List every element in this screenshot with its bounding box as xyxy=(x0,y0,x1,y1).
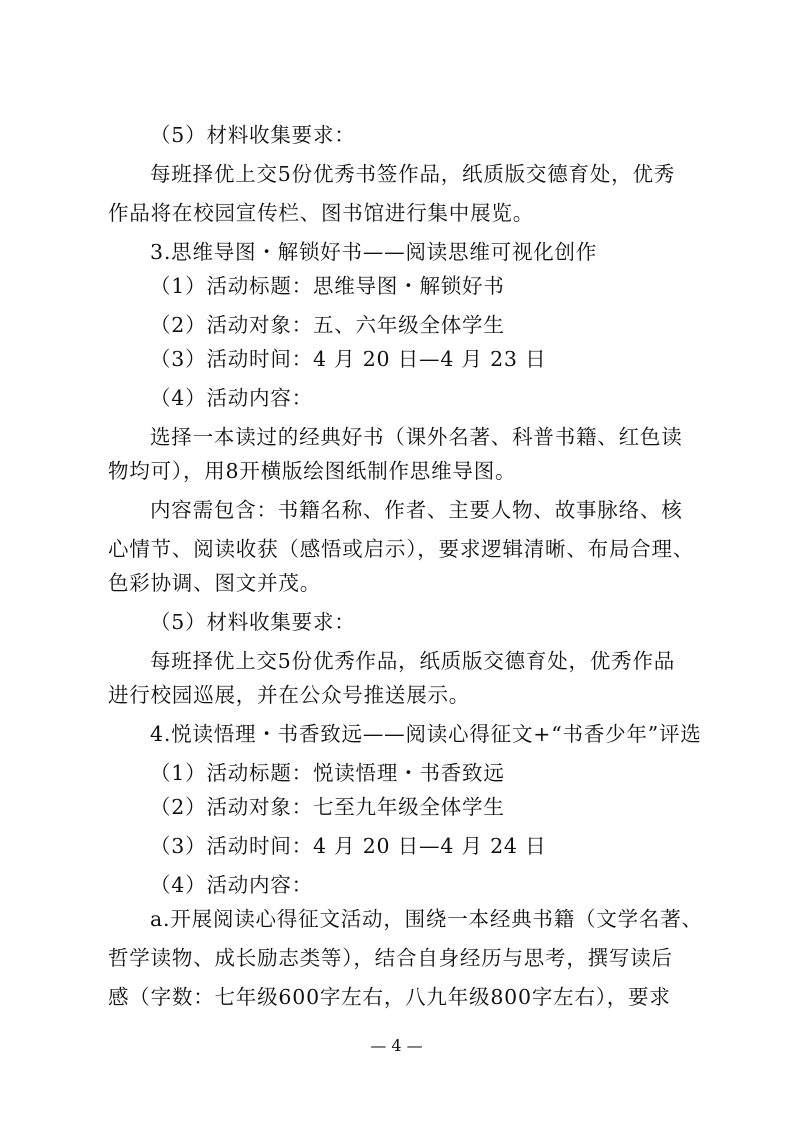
section-heading: 3.思维导图・解锁好书——阅读思维可视化创作 xyxy=(150,240,598,264)
section-heading: 4.悦读悟理・书香致远——阅读心得征文+“书香少年”评选 xyxy=(150,722,702,746)
text-line: 心情节、阅读收获（感悟或启示），要求逻辑清晰、布局合理、 xyxy=(108,537,695,561)
text-line: 作品将在校园宣传栏、图书馆进行集中展览。 xyxy=(108,201,534,225)
text-line: （1）活动标题：悦读悟理・书香致远 xyxy=(150,761,505,785)
text-line: 每班择优上交5份优秀作品，纸质版交德育处，优秀作品 xyxy=(150,649,676,673)
text-line: （5）材料收集要求： xyxy=(150,123,356,147)
text-line: 哲学读物、成长励志类等），结合自身经历与思考，撰写读后 xyxy=(108,946,673,970)
text-line: 色彩协调、图文并茂。 xyxy=(108,571,321,595)
text-line: 选择一本读过的经典好书（课外名著、科普书籍、红色读 xyxy=(150,425,683,449)
text-line: 感（字数：七年级600字左右，八九年级800字左右），要求 xyxy=(108,985,671,1009)
text-line: （3）活动时间：4 月 20 日—4 月 24 日 xyxy=(150,834,547,858)
text-line: a.开展阅读心得征文活动，围绕一本经典书籍（文学名著、 xyxy=(150,907,703,931)
text-line: 进行校园巡展，并在公众号推送展示。 xyxy=(108,683,471,707)
text-line: （4）活动内容： xyxy=(150,873,313,897)
text-line: 物均可），用8开横版绘图纸制作思维导图。 xyxy=(108,459,517,483)
text-line: （4）活动内容： xyxy=(150,386,313,410)
page-number: — 4 — xyxy=(370,1036,423,1055)
text-line: （5）材料收集要求： xyxy=(150,610,356,634)
text-line: （2）活动对象：七至九年级全体学生 xyxy=(150,795,505,819)
text-line: 每班择优上交5份优秀书签作品，纸质版交德育处，优秀 xyxy=(150,162,676,186)
text-line: （3）活动时间：4 月 20 日—4 月 23 日 xyxy=(150,347,547,371)
text-line: 内容需包含：书籍名称、作者、主要人物、故事脉络、核 xyxy=(150,498,683,522)
text-line: （2）活动对象：五、六年级全体学生 xyxy=(150,313,505,337)
text-line: （1）活动标题：思维导图・解锁好书 xyxy=(150,274,505,298)
